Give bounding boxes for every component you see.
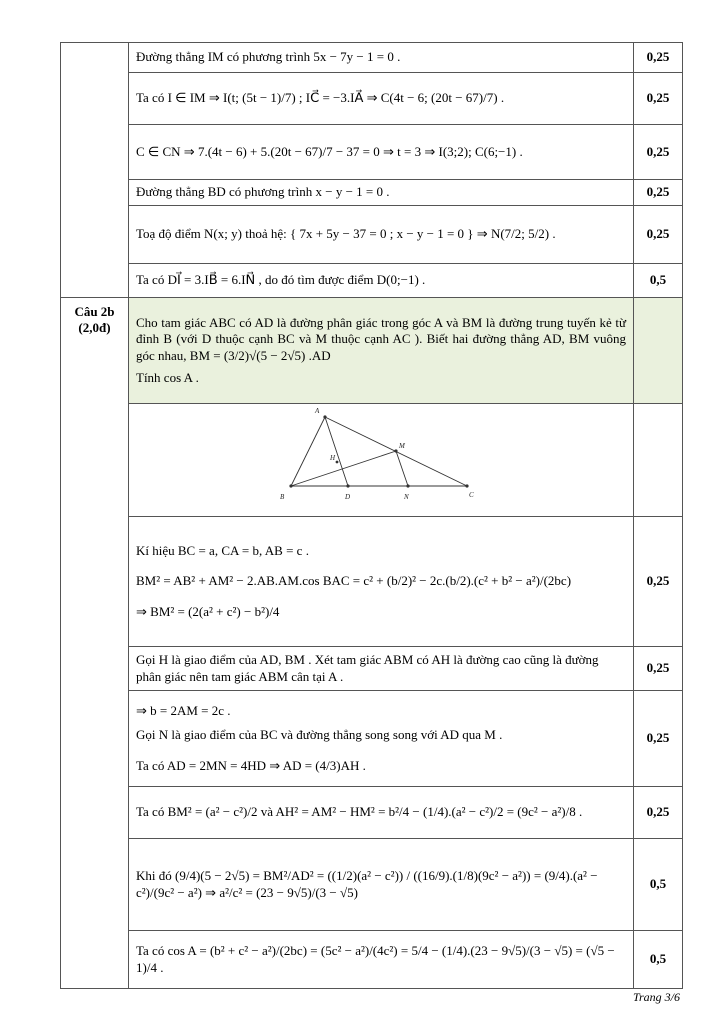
row-line: BM² = AB² + AM² − 2.AB.AM.cos BAC = c² + (b/2)² − 2c.(b/2).(c² + b² − a²)/(2bc) <box>136 573 572 589</box>
row-score: 0,5 <box>634 931 683 989</box>
row-text: Gọi H là giao điểm của AD, BM . Xét tam giác ABM có AH là đường cao cũng là đường phân giác nên tam giác ABM cân tại A . <box>129 647 634 691</box>
row-line: Kí hiệu BC = a, CA = b, AB = c . <box>136 543 309 559</box>
label-n: N <box>404 493 409 501</box>
label-b: B <box>280 493 285 501</box>
table-row <box>61 839 683 931</box>
label-a: A <box>315 407 320 415</box>
row-text: Đường thẳng BD có phương trình x − y − 1 = 0 . <box>129 180 634 206</box>
row-score: 0,25 <box>634 647 683 691</box>
figure-score-empty <box>634 404 683 517</box>
row-text: Ta có BM² = (a² − c²)/2 và AH² = AM² − HM² = b²/4 − (1/4).(a² − c²)/2 = (9c² − a²)/8 . <box>129 787 634 839</box>
question-label-empty <box>61 43 129 298</box>
table-row <box>61 125 683 180</box>
question-text: Cho tam giác ABC có AD là đường phân giác trong góc A và BM là đường trung tuyến kẻ từ đỉnh B (với D thuộc cạnh BC và M thuộc cạnh AC ). Biết hai đường thẳng AD, BM vuông góc nhau, BM = (3/2)√(5 − 2√5) .AD <box>136 315 626 363</box>
row-score: 0,25 <box>634 73 683 125</box>
table-row <box>61 691 683 787</box>
row-text: Khi đó (9/4)(5 − 2√5) = BM²/AD² = ((1/2)(a² − c²)) / ((16/9).(1/8)(9c² − a²)) = (9/4).(a² − c²)/(9c² − a²) ⇒ a²/c² = (23 − 9√5)/(3 − √5) <box>129 839 634 931</box>
label-m: M <box>399 442 405 450</box>
row-score: 0,25 <box>634 691 683 787</box>
row-text: Ta có I ∈ IM ⇒ I(t; (5t − 1)/7) ; IC⃗ = −3.IA⃗ ⇒ C(4t − 6; (20t − 67)/7) . <box>129 73 634 125</box>
question-points: (2,0đ) <box>78 320 111 336</box>
row-score: 0,25 <box>634 180 683 206</box>
row-text: Ta có cos A = (b² + c² − a²)/(2bc) = (5c² − a²)/(4c²) = 5/4 − (1/4).(23 − 9√5)/(3 − √5) = (√5 − 1)/4 . <box>129 931 634 989</box>
question-number: Câu 2b <box>74 304 115 319</box>
label-c: C <box>469 491 474 499</box>
row-line: Ta có AD = 2MN = 4HD ⇒ AD = (4/3)AH . <box>136 757 366 773</box>
question-text-cell <box>129 298 634 404</box>
table-row <box>61 206 683 264</box>
row-text <box>129 691 634 787</box>
row-text: Ta có DI⃗ = 3.IB⃗ = 6.IN⃗ , do đó tìm được điểm D(0;−1) . <box>129 264 634 298</box>
row-text: C ∈ CN ⇒ 7.(4t − 6) + 5.(20t − 67)/7 − 37 = 0 ⇒ t = 3 ⇒ I(3;2); C(6;−1) . <box>129 125 634 180</box>
row-score: 0,25 <box>634 787 683 839</box>
question-row <box>61 298 683 404</box>
page-number: Trang 3/6 <box>632 990 680 1004</box>
row-score: 0,25 <box>634 125 683 180</box>
table-row <box>61 647 683 691</box>
row-line: ⇒ BM² = (2(a² + c²) − b²)/4 <box>136 603 280 619</box>
table-row <box>61 264 683 298</box>
table-row <box>61 73 683 125</box>
label-h: H <box>330 454 336 462</box>
row-score: 0,5 <box>634 839 683 931</box>
row-text: Toạ độ điểm N(x; y) thoả hệ: { 7x + 5y − 37 = 0 ; x − y − 1 = 0 } ⇒ N(7/2; 5/2) . <box>129 206 634 264</box>
row-score: 0,25 <box>634 206 683 264</box>
segment-ab <box>291 417 325 486</box>
segment-ad <box>325 417 348 486</box>
figure-cell <box>129 404 634 517</box>
table-row <box>61 517 683 647</box>
question-task: Tính cos A . <box>136 369 199 385</box>
row-line: Gọi N là giao điểm của BC và đường thẳng song song với AD qua M . <box>136 727 503 743</box>
table-row <box>61 931 683 989</box>
row-score: 0,25 <box>634 517 683 647</box>
row-text: Đường thẳng IM có phương trình 5x − 7y − 1 = 0 . <box>129 43 634 73</box>
table-row <box>61 787 683 839</box>
row-score: 0,5 <box>634 264 683 298</box>
figure-row <box>61 404 683 517</box>
triangle-figure <box>129 404 634 516</box>
table-row <box>61 180 683 206</box>
answer-table <box>60 42 683 989</box>
row-line: ⇒ b = 2AM = 2c . <box>136 703 231 719</box>
row-score: 0,25 <box>634 43 683 73</box>
question-label <box>61 298 129 989</box>
question-score-empty <box>634 298 683 404</box>
segment-bm <box>291 451 396 486</box>
table-row <box>61 43 683 73</box>
row-text <box>129 517 634 647</box>
label-d: D <box>345 493 351 501</box>
